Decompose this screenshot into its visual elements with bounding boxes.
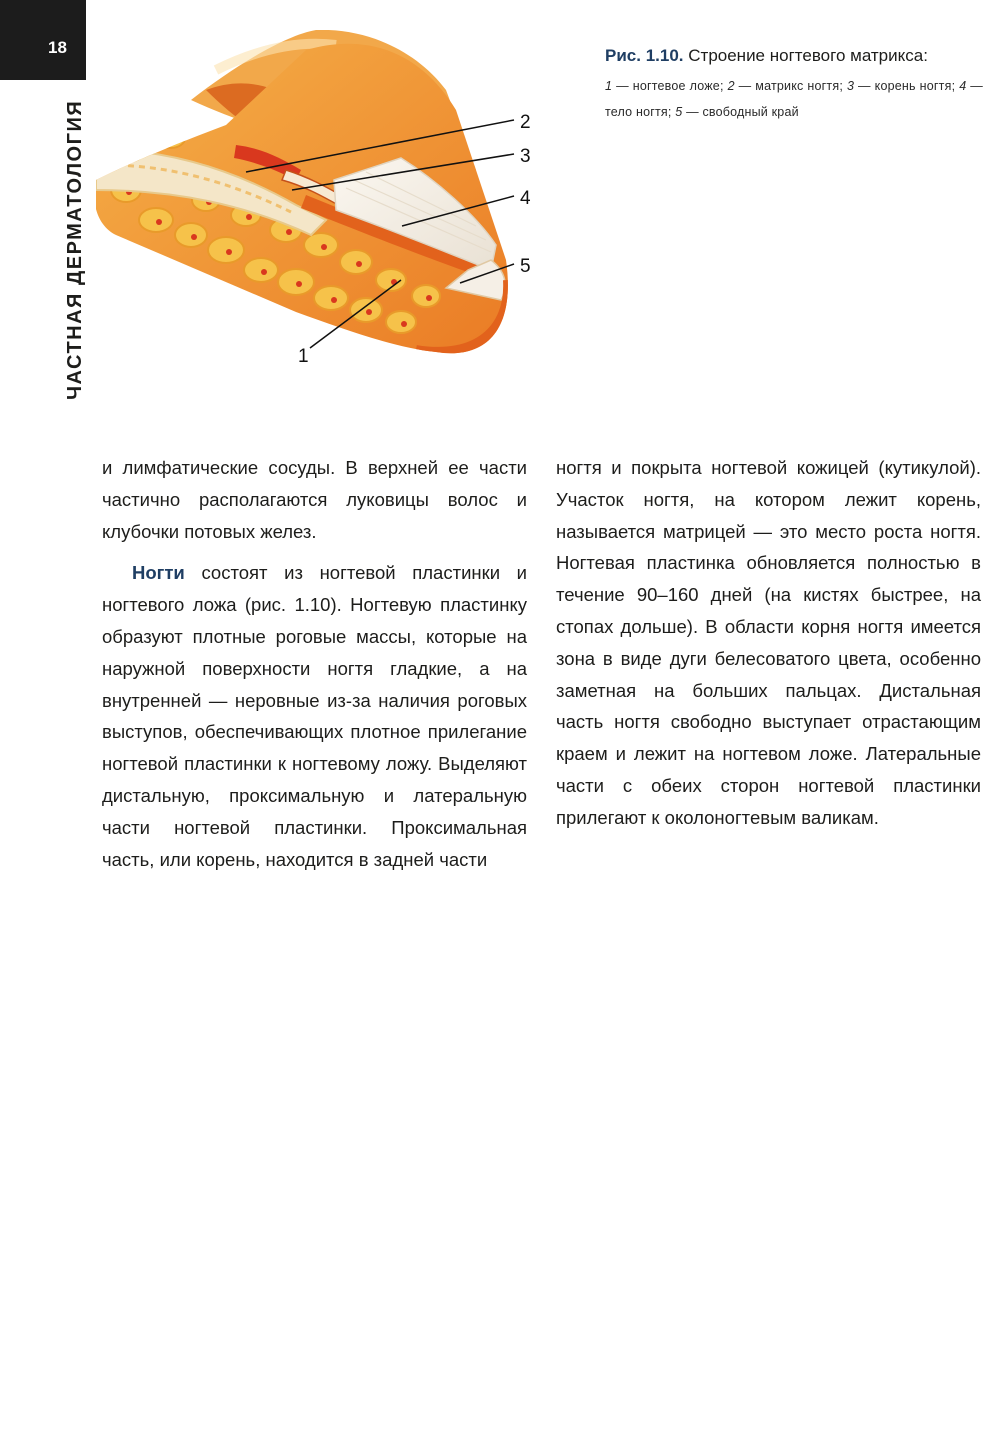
callout-5: 5 [520, 256, 531, 277]
term-nails: Ногти [132, 562, 185, 584]
page-number: 18 [48, 38, 67, 57]
legend-text-3: корень ногтя; [874, 79, 956, 93]
legend-num-4: 4 [959, 79, 967, 93]
caption-legend: 1 — ногтевое ложе; 2 — матрикс ногтя; 3 — корень ногтя; 4 — тело ногтя; 5 — свободный край [605, 79, 983, 119]
legend-text-1: ногтевое ложе; [632, 79, 724, 93]
legend-num-5: 5 [675, 105, 683, 119]
page-number-tab [0, 0, 86, 80]
text-column-left [102, 452, 527, 875]
callout-2: 2 [520, 112, 531, 133]
callout-1: 1 [298, 346, 309, 367]
legend-text-5: свободный край [702, 105, 799, 119]
legend-text-4: тело ногтя; [605, 105, 672, 119]
figure-caption [605, 44, 983, 125]
callout-3: 3 [520, 146, 531, 167]
paragraph-lymph: и лимфатические сосуды. В верхней ее части частично располагаются луковицы волос и клубочки потовых желез. [102, 457, 527, 542]
legend-num-1: 1 [605, 79, 613, 93]
figure-label: Рис. 1.10. [605, 46, 684, 65]
legend-num-2: 2 [727, 79, 735, 93]
legend-num-3: 3 [846, 79, 855, 93]
paragraph-nails-text: состоят из ногтевой пластинки и ногтевого ложа (рис. 1.10). Ногтевую пластинку образуют плотные роговые массы, которые на наружной поверхности ногтя гладкие, а на внутренней — неровные из-за наличия роговых выступов, обеспечивающих плотное прилегание ногтевой пластинки к ногтевому ложу. Выделяют дистальную, проксимальную и латеральную части ногтевой пластинки. Проксимальная часть, или корень, находится в задней части [102, 562, 528, 870]
callout-4: 4 [520, 188, 531, 209]
caption-title [605, 44, 983, 68]
nail-illustration [96, 30, 566, 410]
legend-text-2: матрикс ногтя; [755, 79, 843, 93]
paragraph-nail-root: ногтя и покрыта ногтевой кожицей (кутикулой). Участок ногтя, на котором лежит корень, называется матрицей — это место роста ногтя. Ногтевая пластинка обновляется полностью в течение 90–160 дней (на кистях быстрее, на стопах дольше). В области корня ногтя имеется зона в виде дуги белесоватого цвета, особенно заметная на больших пальцах. Дистальная часть ногтя свободно выступает отрастающим краем и лежит на ногтевом ложе. Латеральные части с обеих сторон ногтевой пластинки прилегают к околоногтевым валикам. [556, 457, 981, 828]
figure-title: Строение ногтевого матрикса: [688, 46, 928, 65]
text-column-right [556, 452, 981, 834]
running-title: ЧАСТНАЯ ДЕРМАТОЛОГИЯ [64, 99, 86, 400]
paragraph-nails [102, 557, 527, 875]
nail-anatomy-figure [96, 30, 566, 410]
